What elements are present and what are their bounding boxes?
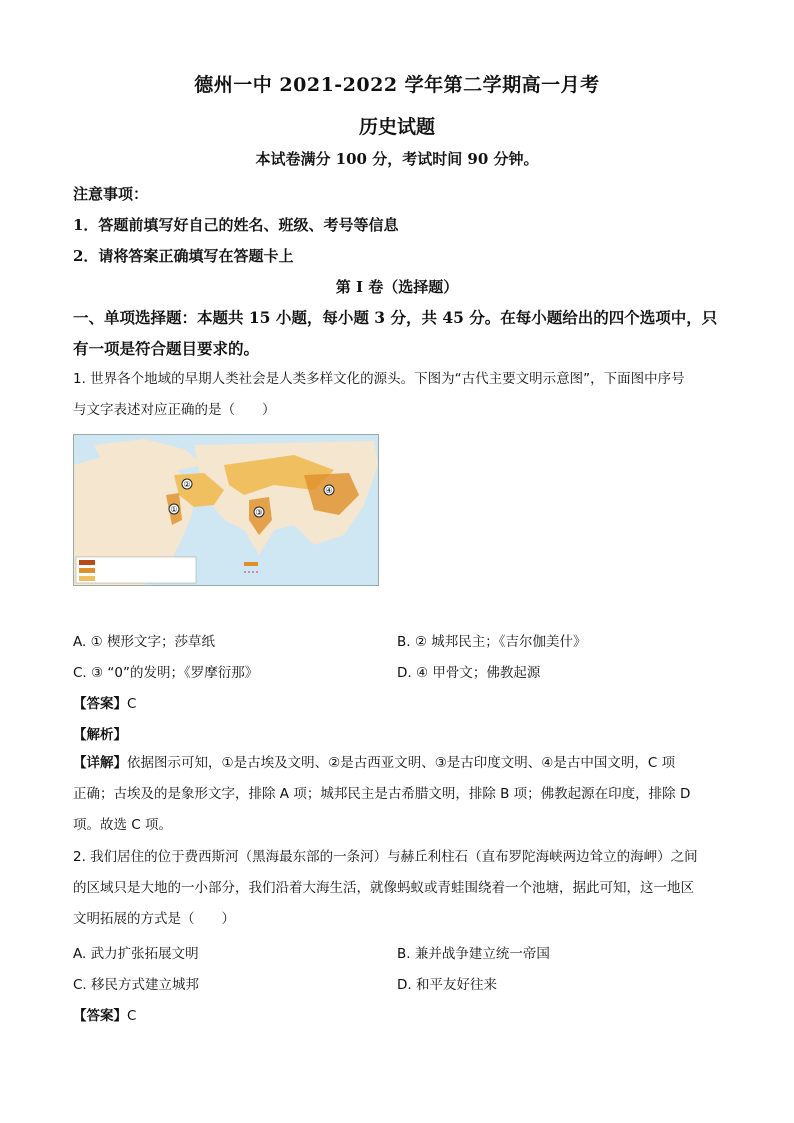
q1-option-c[interactable]: C. ③ “0”的发明；《罗摩衍那》 [73,665,259,681]
map-graphic [74,435,378,585]
q2-stem-line-2: 的区域只是大地的一小部分，我们沿着大海生活，就像蚂蚁或青蛙围绕着一个池塘，据此可知，这一地区 [73,880,694,896]
q2-stem-line-1: 2. 我们居住的位于费西斯河（黑海最东部的一条河）与赫丘利柱石（直布罗陀海峡两边耸立的海岬）之间 [73,849,698,865]
q1-detail-line-2: 正确；古埃及的是象形文字，排除 A 项；城邦民主是古希腊文明，排除 B 项；佛教起源在印度，排除 D [73,786,691,802]
notes-heading: 注意事项： [73,185,149,203]
question-2-stem [73,842,721,935]
note-item-1: 1．答题前填写好自己的姓名、班级、考号等信息 [73,216,399,234]
marker-4-label: ④ [325,486,333,495]
q1-analysis-tag [73,723,127,743]
legend-swatch-4 [244,562,258,566]
q1-option-b[interactable]: B. ② 城邦民主；《吉尔伽美什》 [397,634,587,650]
q2-answer-tag: 【答案】 [73,1008,127,1024]
question-1-stem [73,364,721,426]
note-item-2: 2．请将答案正确填写在答题卡上 [73,247,294,265]
q1-option-d[interactable]: D. ④ 甲骨文；佛教起源 [397,665,541,681]
q1-detail-text-1: 依据图示可知，①是古埃及文明、②是古西亚文明、③是古印度文明、④是古中国文明，C 项 [127,755,676,771]
q1-stem-line-2: 与文字表述对应正确的是（ ） [73,402,276,418]
part1-line-1: 一、单项选择题：本题共 15 小题，每小题 3 分，共 45 分。在每小题给出的四个选项中，只 [73,308,718,327]
part1-instructions [73,302,723,364]
q1-answer-tag: 【答案】 [73,696,127,712]
q1-detail-tag: 【详解】 [73,755,127,771]
q1-detail-line-1 [73,748,721,779]
q1-stem-line-1: 1. 世界各个地域的早期人类社会是人类多样文化的源头。下图为“古代主要文明示意图”，下面图中序号 [73,371,685,387]
q1-answer-value: C [127,696,137,712]
ancient-civilizations-map [73,434,379,586]
part1-line-2: 有一项是符合题目要求的。 [73,339,260,358]
marker-3-label: ③ [255,508,263,517]
q1-analysis-label: 【解析】 [73,727,127,743]
q1-option-a[interactable]: A. ① 楔形文字；莎草纸 [73,634,215,650]
q2-option-b[interactable]: B. 兼并战争建立统一帝国 [397,946,550,962]
marker-2-label: ② [183,480,191,489]
q1-detail [73,748,721,841]
q2-option-c[interactable]: C. 移民方式建立城邦 [73,977,200,993]
q2-stem-line-3: 文明拓展的方式是（ ） [73,911,235,927]
legend-swatch-1 [79,560,95,565]
q1-answer [73,692,136,712]
q2-option-a[interactable]: A. 武力扩张拓展文明 [73,946,199,962]
exam-info: 本试卷满分 100 分，考试时间 90 分钟。 [255,150,539,168]
legend-swatch-3 [79,576,95,581]
exam-subject: 历史试题 [358,116,435,138]
section-title: 第 I 卷（选择题） [335,278,459,296]
q2-answer [73,1004,136,1024]
q2-answer-value: C [127,1008,137,1024]
exam-title: 德州一中 2021-2022 学年第二学期高一月考 [194,74,600,96]
legend-swatch-2 [79,568,95,573]
marker-1-label: ① [170,505,178,514]
q2-option-d[interactable]: D. 和平友好往来 [397,977,497,993]
q1-detail-line-3: 项。故选 C 项。 [73,817,173,833]
